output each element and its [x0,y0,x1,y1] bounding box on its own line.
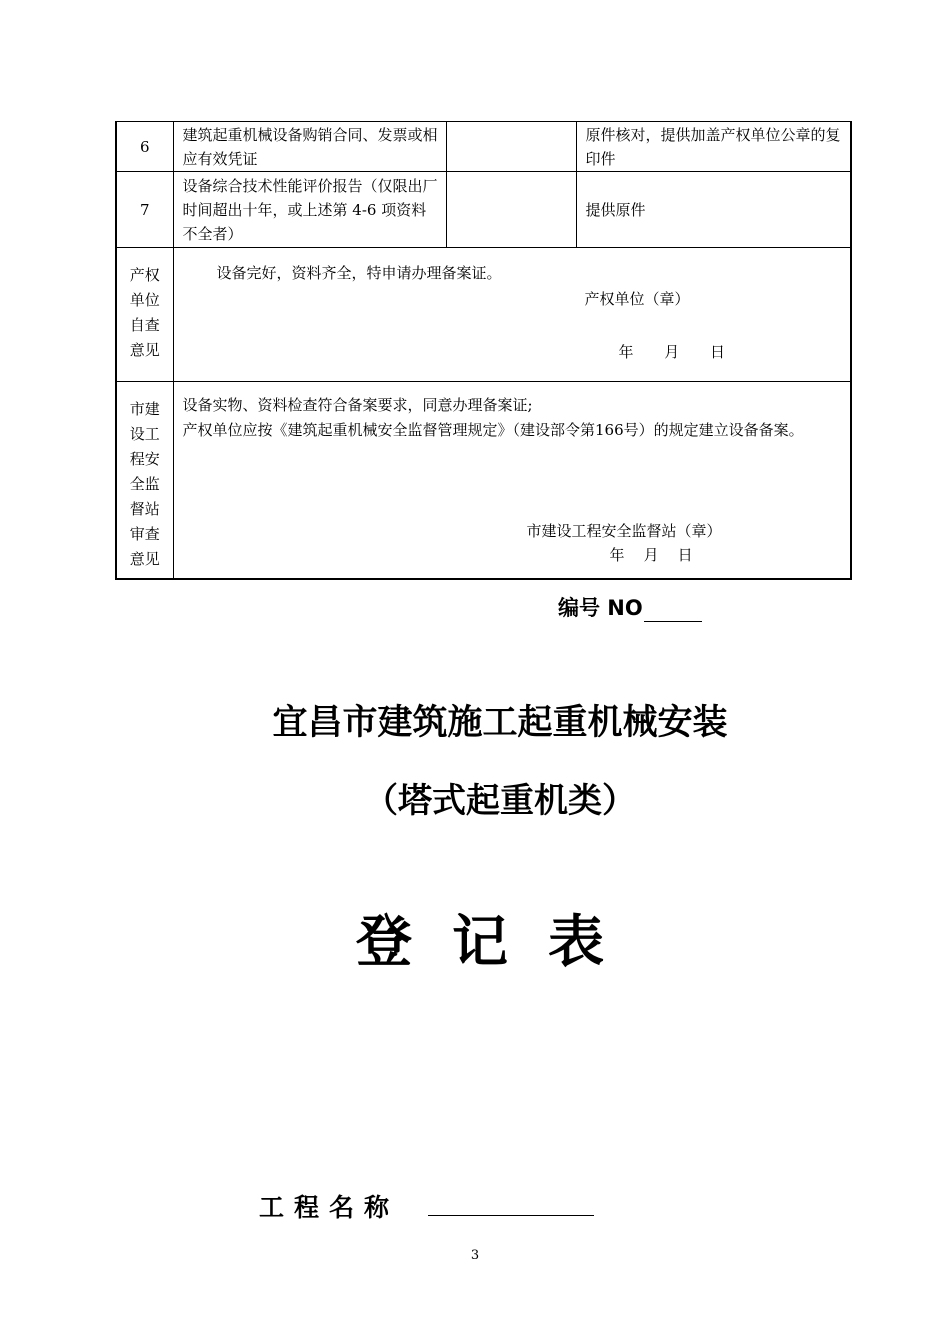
row-number: 6 [116,122,173,172]
serial-label: 编号 NO [558,596,643,620]
table-row [116,122,851,172]
form-title: 登记表 [356,910,644,975]
station-opinion-row [116,382,851,579]
blank-cell [446,122,576,172]
owner-opinion-text: 设备完好，资料齐全，特申请办理备案证。 [216,264,502,282]
station-opinion-content [173,382,851,579]
project-name-blank-line [428,1215,594,1216]
owner-opinion-content [173,248,851,382]
serial-number [558,592,702,622]
owner-opinion-label: 产权 单位 自查 意见 [116,248,173,382]
page-number: 3 [470,1248,480,1263]
item-note: 原件核对，提供加盖产权单位公章的复印件 [576,122,851,172]
item-description: 建筑起重机械设备购销合同、发票或相应有效凭证 [173,122,446,172]
station-opinion-label: 市建 设工 程安 全监 督站 审查 意见 [116,382,173,579]
item-description: 设备综合技术性能评价报告（仅限出厂时间超出十年，或上述第 4-6 项资料不全者） [173,172,446,248]
owner-date: 年 月 日 [618,343,726,361]
item-note: 提供原件 [576,172,851,248]
project-name-label: 工程名称 [259,1193,400,1222]
registration-table [115,121,852,580]
station-signature: 市建设工程安全监督站（章） [526,522,722,540]
serial-blank-line [644,601,702,622]
owner-opinion-row [116,248,851,382]
blank-cell [446,172,576,248]
document-title: 宜昌市建筑施工起重机械安装 [272,703,728,743]
table-row [116,172,851,248]
station-date: 年 月 日 [609,546,693,564]
row-number: 7 [116,172,173,248]
document-subtitle: （塔式起重机类） [364,781,636,821]
station-opinion-text: 设备实物、资料检查符合备案要求，同意办理备案证; 产权单位应按《建筑起重机械安全监督管理规定》（建设部令第166号）的规定建立设备备案。 [182,396,804,439]
owner-signature: 产权单位（章） [584,290,690,308]
